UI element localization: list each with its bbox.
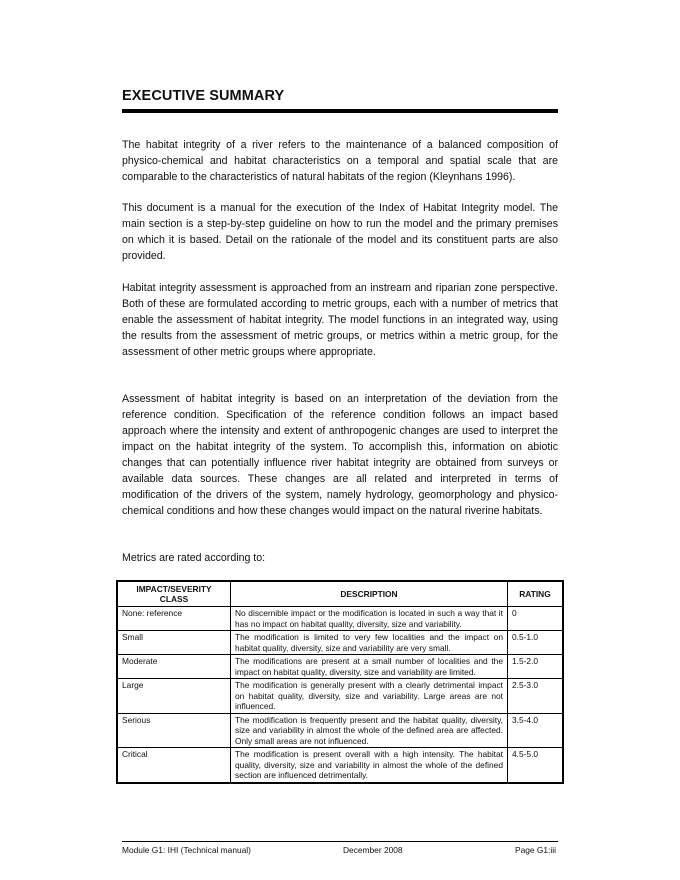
footer-date: December 2008 (343, 845, 403, 855)
title-underline (122, 109, 558, 113)
header-impact-class: IMPACT/SEVERITY CLASS (117, 581, 231, 607)
description-cell: The modifications are present at a small number of localities and the impact on habitat quality, diversity, size and variability are limited. (231, 655, 508, 679)
table-row (117, 607, 563, 631)
paragraph-assessment-approach: Habitat integrity assessment is approached from an instream and riparian zone perspective. Both of these are formulated according to metric groups, each with a number of metrics that enable the assessment of habitat integrity. The model functions in an integrated way, using the results from the assessment of metric groups, or metrics within a metric group, for the assessment of other metric groups where appropriate. (122, 282, 558, 358)
impact-class-cell: Small (117, 631, 231, 655)
description-cell: The modification is limited to very few localities and the impact on habitat quality, diversity, size and variability are very small. (231, 631, 508, 655)
header-description: DESCRIPTION (231, 581, 508, 607)
rating-cell: 0 (508, 607, 564, 631)
description-cell: The modification is generally present with a clearly detrimental impact on habitat quality, diversity, size and variability. Large areas are not influenced. (231, 679, 508, 714)
rating-cell: 2.5-3.0 (508, 679, 564, 714)
rating-cell: 4.5-5.0 (508, 748, 564, 783)
impact-class-cell: Critical (117, 748, 231, 783)
rating-cell: 3.5-4.0 (508, 713, 564, 748)
impact-class-cell: None: reference (117, 607, 231, 631)
paragraph-intro: The habitat integrity of a river refers to the maintenance of a balanced composition of physico-chemical and habitat characteristics on a temporal and spatial scale that are comparable to the characteristics of natural habitats of the region (Kleynhans 1996). (122, 139, 558, 183)
header-rating: RATING (508, 581, 564, 607)
table-row (117, 748, 563, 783)
paragraph-reference-condition: Assessment of habitat integrity is based on an interpretation of the deviation from the reference condition. Specification of the reference condition follows an impact based approach where the intensity and extent of anthropogenic changes are used to interpret the impact on the habitat integrity of the system. To accomplish this, information on abiotic changes that can potentially influence river habitat integrity are obtained from surveys or available data sources. These changes are all related and interpreted in terms of modification of the drivers of the system, namely hydrology, geomorphology and physico-chemical conditions and how these changes would impact on the natural riverine habitats. (122, 393, 558, 517)
description-cell: The modification is present overall with a high intensity. The habitat quality, diversity, size and variability in almost the whole of the defined section are influenced detrimentally. (231, 748, 508, 783)
table-row (117, 631, 563, 655)
paragraph-metrics-intro: Metrics are rated according to: (122, 552, 266, 564)
rating-cell: 0.5-1.0 (508, 631, 564, 655)
impact-class-cell: Moderate (117, 655, 231, 679)
table-row (117, 655, 563, 679)
description-cell: The modification is frequently present and the habitat quality, diversity, size and variability in almost the whole of the defined area are affected. Only small areas are not influenced. (231, 713, 508, 748)
rating-cell: 1.5-2.0 (508, 655, 564, 679)
table-row (117, 679, 563, 714)
impact-rating-table (116, 580, 564, 784)
footer-divider (122, 841, 558, 842)
description-cell: No discernible impact or the modification is located in such a way that it has no impact on habitat quality, diversity, size and variability. (231, 607, 508, 631)
table-header-row (117, 581, 563, 607)
impact-class-cell: Serious (117, 713, 231, 748)
page-title: EXECUTIVE SUMMARY (122, 88, 285, 104)
paragraph-manual-purpose: This document is a manual for the execution of the Index of Habitat Integrity model. The main section is a step-by-step guideline on how to run the model and the primary premises on which it is based. Detail on the rationale of the model and its constituent parts are also provided. (122, 202, 558, 262)
footer-page-number: Page G1:iii (515, 845, 556, 855)
table-row (117, 713, 563, 748)
impact-class-cell: Large (117, 679, 231, 714)
footer-module: Module G1: IHI (Technical manual) (122, 845, 251, 855)
